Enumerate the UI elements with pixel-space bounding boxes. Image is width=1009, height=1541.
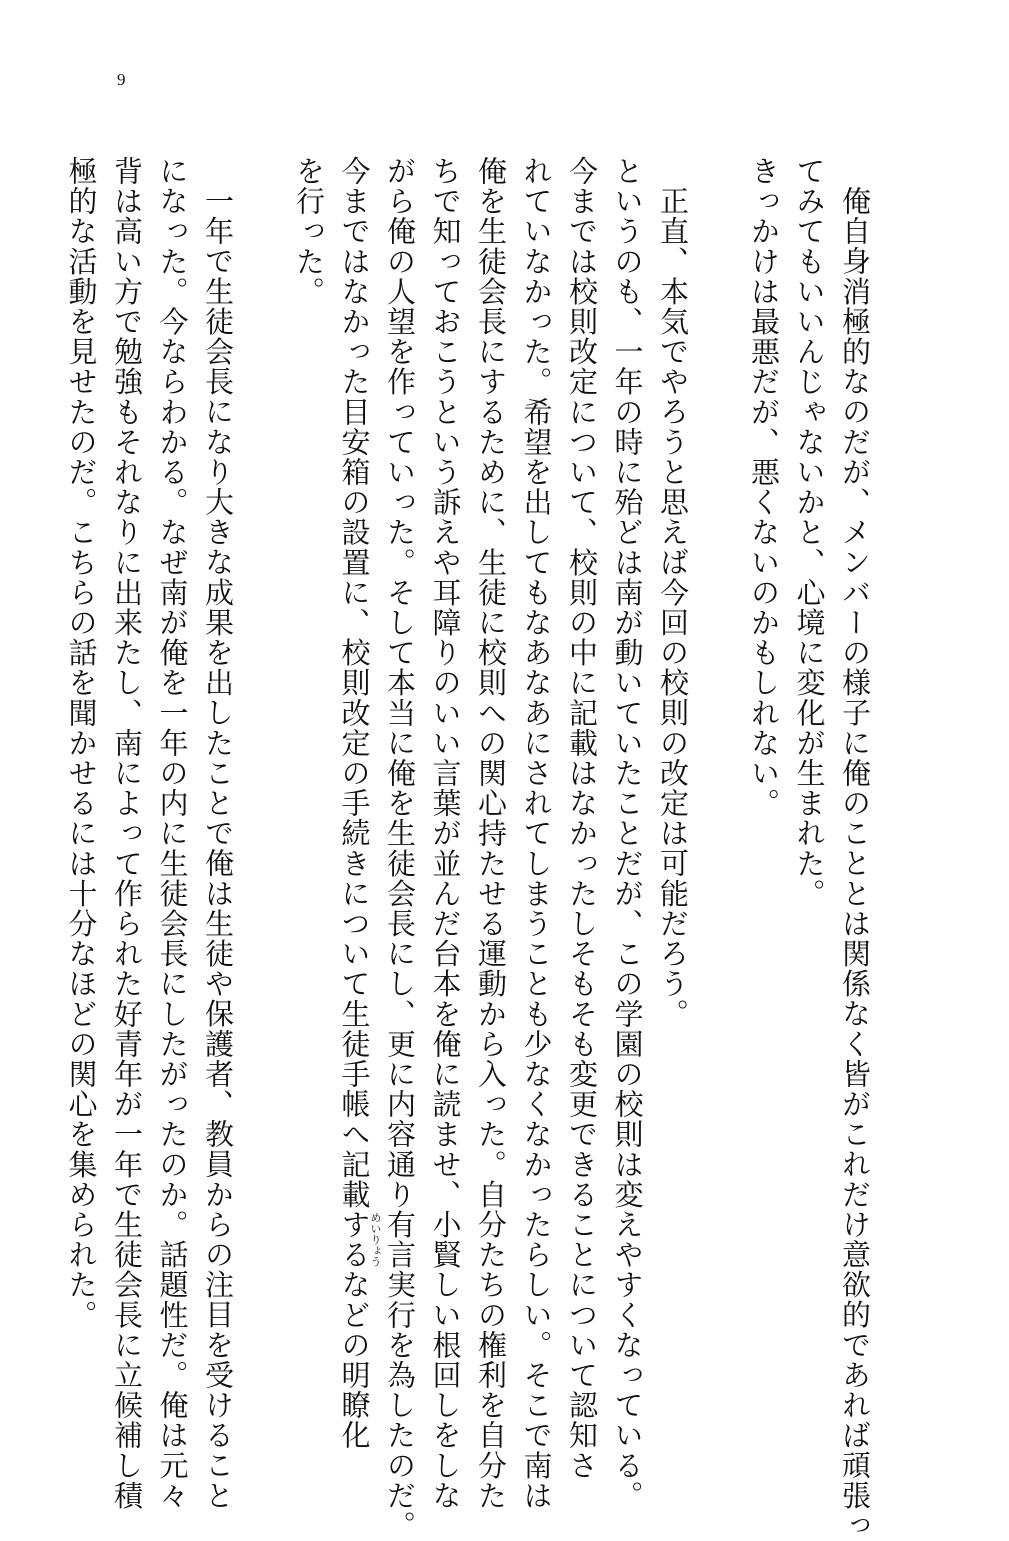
text-column: 今までは校則改定について、校則の中に記載はなかったしそもそも変更できることについて認知さ <box>565 156 599 1481</box>
furigana-meiryou: めいりょう <box>369 1212 382 1267</box>
text-column: てみてもいいんじゃないかと、心境に変化が生まれた。 <box>792 156 827 909</box>
page-number: 9 <box>117 70 126 89</box>
text-column: 今まではなかった目安箱の設置に、校則改定の手続きについて生徒手帳へ記載するなどの明瞭化 <box>337 156 372 1451</box>
text-column: がら俺の人望を作っていった。そして本当に俺を生徒会長にし、更に内容通り有言実行を為したのだ。 <box>383 156 417 1541</box>
text-column: 極的な活動を見せたのだ。こちらの話を聞かせるには十分なほどの関心を集められた。 <box>64 156 99 1330</box>
text-column: 俺自身消極的なのだが、メンバーの様子に俺のこととは関係なく皆がこれだけ意欲的であれば頑張っ <box>838 186 872 1541</box>
text-column: 正直、本気でやろうと思えば今回の校則の改定は可能だろう。 <box>656 186 690 1029</box>
text-column: 俺を生徒会長にするために、生徒に校則への関心持たせる運動から入った。自分たちの権利を自分た <box>474 156 508 1511</box>
text-column: というのも、一年の時に殆どは南が動いていたことだが、この学園の校則は変えやすくなっている。 <box>610 156 645 1511</box>
text-column: ちで知っておこうという訴えや耳障りのいい言葉が並んだ台本を俺に読ませ、小賢しい根回しをしな <box>428 156 463 1511</box>
text-column: きっかけは最悪だが、悪くないのかもしれない。 <box>747 156 781 819</box>
text-column: を行った。 <box>292 156 326 307</box>
text-column: 背は高い方で勉強もそれなりに出来たし、南によって作られた好青年が一年で生徒会長に立候補し積 <box>110 156 144 1511</box>
text-column: になった。今ならわかる。なぜ南が俺を一年の内に生徒会長にしたがったのか。話題性だ。俺は元々 <box>155 156 190 1511</box>
text-column: れていなかった。希望を出してもなあなあにされてしまうことも少なくなかったらしい。そこで南は <box>519 156 554 1511</box>
text-column: 一年で生徒会長になり大きな成果を出したことで俺は生徒や保護者、教員からの注目を受けること <box>201 186 235 1511</box>
